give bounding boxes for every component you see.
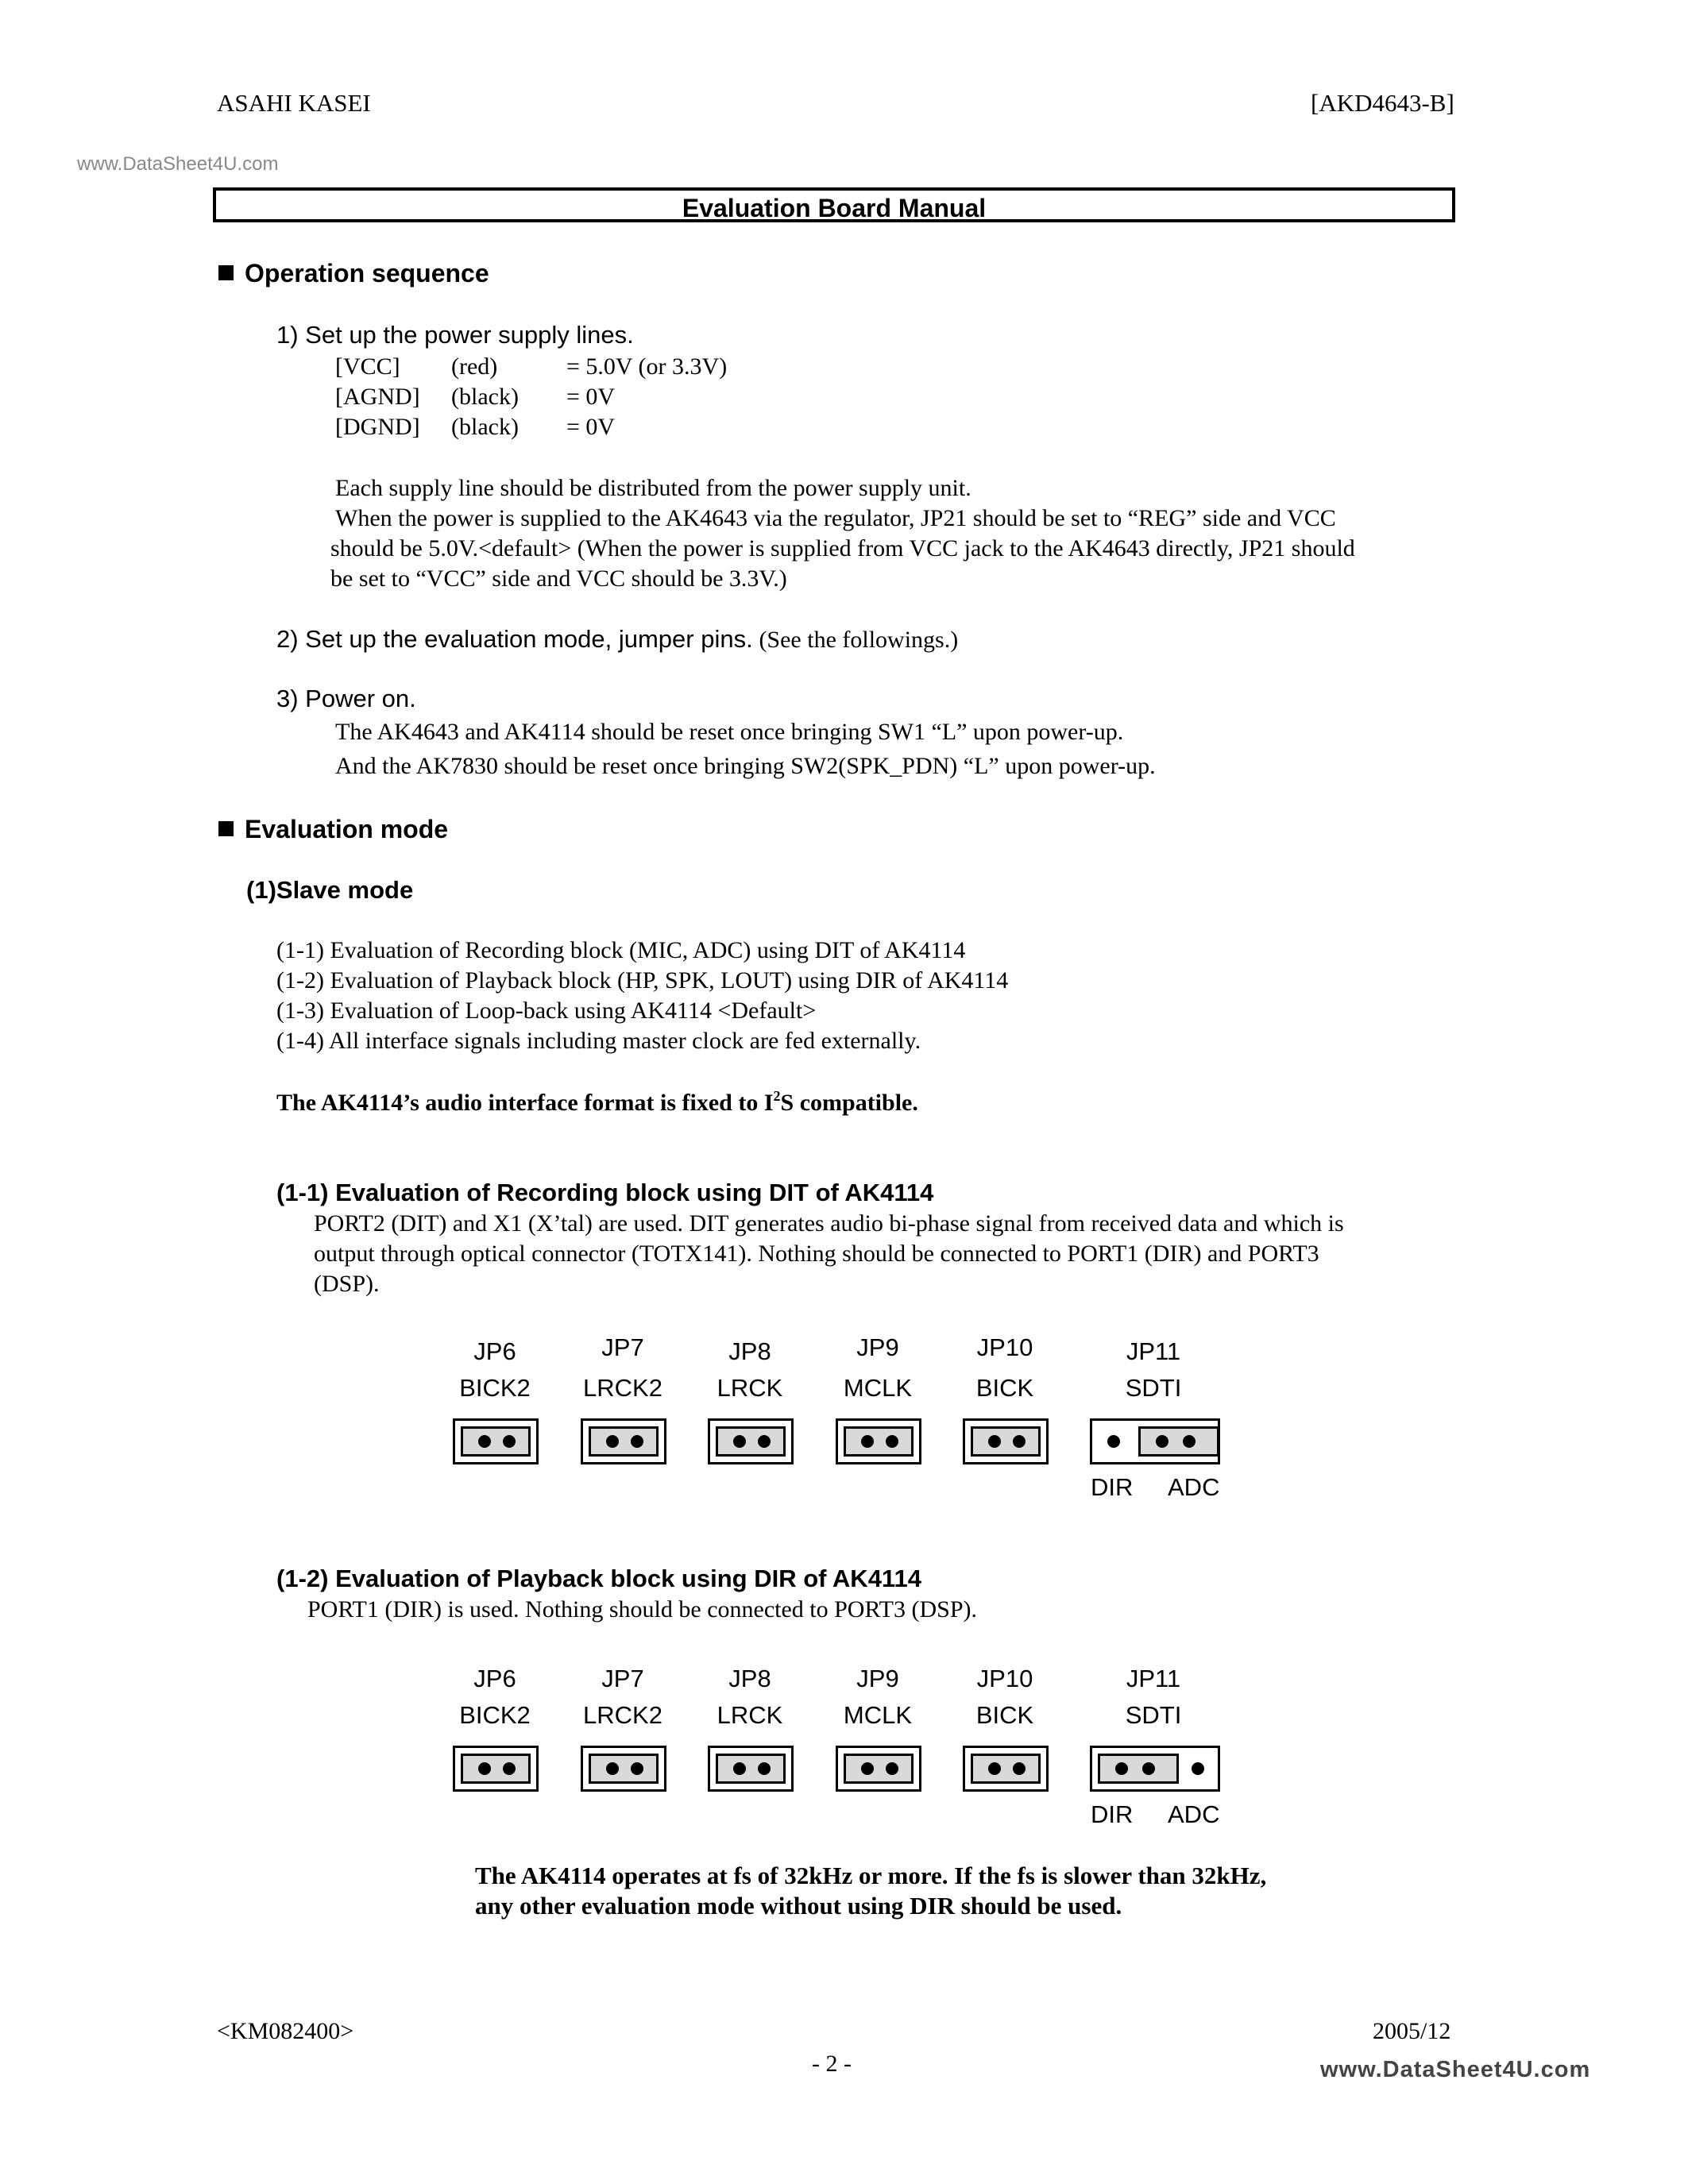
jumper-signal: MCLK bbox=[843, 1374, 913, 1402]
jumper-id: JP11 bbox=[1126, 1337, 1181, 1365]
jumper-jp7 bbox=[581, 1746, 666, 1792]
pin-icon bbox=[478, 1762, 491, 1775]
pin-icon bbox=[1183, 1435, 1196, 1448]
section-1-1-line-2: (DSP). bbox=[314, 1271, 380, 1297]
slave-mode-heading: (1)Slave mode bbox=[246, 876, 414, 904]
jumper-id: JP7 bbox=[601, 1333, 644, 1361]
note-pre: The AK4114’s audio interface format is fixed to I bbox=[276, 1090, 774, 1116]
supply-para-0: Each supply line should be distributed from the power supply unit. bbox=[335, 475, 971, 501]
jumper-jp6 bbox=[453, 1746, 539, 1792]
model-number: [AKD4643-B] bbox=[1311, 89, 1454, 117]
section-1-2-heading: (1-2) Evaluation of Playback block using DIR of AK4114 bbox=[276, 1565, 921, 1592]
section-1-1-heading: (1-1) Evaluation of Recording block using DIT of AK4114 bbox=[276, 1179, 934, 1206]
pin-icon bbox=[503, 1762, 516, 1775]
jumper-signal: BICK bbox=[975, 1701, 1034, 1729]
pin-icon bbox=[733, 1762, 746, 1775]
jp11-dir-label: DIR bbox=[1091, 1473, 1134, 1501]
supply-name-0: [VCC] bbox=[335, 353, 400, 380]
watermark-bottom[interactable]: www.DataSheet4U.com bbox=[1320, 2057, 1591, 2082]
pin-icon bbox=[1115, 1762, 1128, 1775]
page-title: Evaluation Board Manual bbox=[682, 194, 987, 222]
jumper-jp9 bbox=[836, 1418, 921, 1464]
page-number: - 2 - bbox=[812, 2051, 852, 2077]
jumper-jp9 bbox=[836, 1746, 921, 1792]
supply-color-2: (black) bbox=[451, 414, 519, 440]
jumper-signal: SDTI bbox=[1125, 1701, 1182, 1729]
section-1-2-line-0: PORT1 (DIR) is used. Nothing should be connected to PORT3 (DSP). bbox=[307, 1596, 978, 1623]
pin-icon bbox=[631, 1435, 643, 1448]
supply-para-1: When the power is supplied to the AK4643 via the regulator, JP21 should be set to “REG” side and VCC bbox=[335, 505, 1336, 531]
step-3-line-0: The AK4643 and AK4114 should be reset once bringing SW1 “L” upon power-up. bbox=[335, 719, 1124, 745]
mode-item-2: (1-3) Evaluation of Loop-back using AK4114 <Default> bbox=[276, 997, 817, 1024]
title-box bbox=[213, 187, 1455, 222]
pin-icon bbox=[1192, 1762, 1204, 1775]
jumper-id: JP9 bbox=[856, 1333, 899, 1361]
fs-warning-line-0: The AK4114 operates at fs of 32kHz or more. If the fs is slower than 32kHz, bbox=[475, 1862, 1267, 1889]
supply-name-2: [DGND] bbox=[335, 414, 420, 440]
evaluation-heading-text: Evaluation mode bbox=[245, 815, 449, 843]
jumper-signal: BICK2 bbox=[459, 1374, 531, 1402]
pin-icon bbox=[988, 1435, 1001, 1448]
jumper-jp11-adc bbox=[1090, 1418, 1220, 1464]
jumper-id: JP6 bbox=[473, 1337, 516, 1365]
jumper-signal: BICK2 bbox=[459, 1701, 531, 1729]
jp11-adc-label: ADC bbox=[1168, 1473, 1220, 1501]
evaluation-heading bbox=[218, 815, 448, 844]
doc-code: <KM082400> bbox=[217, 2018, 354, 2044]
step-2 bbox=[276, 625, 958, 654]
step-2-text: 2) Set up the evaluation mode, jumper pins. bbox=[276, 625, 753, 653]
step-1: 1) Set up the power supply lines. bbox=[276, 321, 634, 349]
jumper-id: JP8 bbox=[728, 1337, 771, 1365]
jumper-jp6 bbox=[453, 1418, 539, 1464]
pin-icon bbox=[758, 1435, 771, 1448]
interface-format-note bbox=[276, 1088, 918, 1117]
jumper-signal: LRCK bbox=[717, 1701, 783, 1729]
pin-icon bbox=[733, 1435, 746, 1448]
jumper-jp10 bbox=[963, 1746, 1049, 1792]
step-3: 3) Power on. bbox=[276, 685, 416, 712]
pin-icon bbox=[886, 1435, 898, 1448]
pin-icon bbox=[758, 1762, 771, 1775]
pin-icon bbox=[1156, 1435, 1168, 1448]
supply-value-0: = 5.0V (or 3.3V) bbox=[566, 353, 728, 380]
step-2-note: (See the followings.) bbox=[759, 627, 959, 653]
jumper-signal: BICK bbox=[975, 1374, 1034, 1402]
supply-color-1: (black) bbox=[451, 384, 519, 410]
jumper-id: JP10 bbox=[976, 1665, 1033, 1692]
supply-para-2: should be 5.0V.<default> (When the power is supplied from VCC jack to the AK4643 directly, JP21 should bbox=[330, 535, 1355, 561]
supply-para-3: be set to “VCC” side and VCC should be 3.3V.) bbox=[330, 565, 787, 592]
supply-color-0: (red) bbox=[451, 353, 498, 380]
jumper-jp8 bbox=[708, 1418, 794, 1464]
pin-icon bbox=[606, 1762, 619, 1775]
pin-icon bbox=[886, 1762, 898, 1775]
operation-heading bbox=[218, 259, 489, 288]
jp11-dir-label: DIR bbox=[1091, 1800, 1134, 1828]
pin-icon bbox=[503, 1435, 516, 1448]
pin-icon bbox=[1107, 1435, 1120, 1448]
pin-icon bbox=[1013, 1435, 1026, 1448]
pin-icon bbox=[1142, 1762, 1155, 1775]
note-superscript: 2 bbox=[773, 1088, 781, 1104]
fs-warning-line-1: any other evaluation mode without using DIR should be used. bbox=[475, 1892, 1122, 1920]
pin-icon bbox=[631, 1762, 643, 1775]
operation-heading-text: Operation sequence bbox=[245, 259, 489, 287]
mode-item-3: (1-4) All interface signals including master clock are fed externally. bbox=[276, 1028, 921, 1054]
section-1-1-line-0: PORT2 (DIT) and X1 (X’tal) are used. DIT generates audio bi-phase signal from received data and which is bbox=[314, 1210, 1344, 1237]
pin-icon bbox=[606, 1435, 619, 1448]
jumper-signal: LRCK2 bbox=[583, 1701, 662, 1729]
jumper-signal: LRCK2 bbox=[583, 1374, 662, 1402]
supply-value-2: = 0V bbox=[566, 414, 616, 440]
jumper-signal: MCLK bbox=[843, 1701, 913, 1729]
mode-item-1: (1-2) Evaluation of Playback block (HP, SPK, LOUT) using DIR of AK4114 bbox=[276, 967, 1009, 994]
jumper-jp10 bbox=[963, 1418, 1049, 1464]
jumper-id: JP11 bbox=[1126, 1665, 1181, 1692]
watermark-top[interactable]: www.DataSheet4U.com bbox=[77, 153, 279, 175]
square-bullet-icon bbox=[218, 265, 234, 280]
step-3-line-1: And the AK7830 should be reset once bringing SW2(SPK_PDN) “L” upon power-up. bbox=[335, 753, 1156, 779]
supply-name-1: [AGND] bbox=[335, 384, 420, 410]
jumper-jp7 bbox=[581, 1418, 666, 1464]
jumper-signal: SDTI bbox=[1125, 1374, 1182, 1402]
pin-icon bbox=[478, 1435, 491, 1448]
jumper-jp8 bbox=[708, 1746, 794, 1792]
pin-icon bbox=[861, 1435, 874, 1448]
section-1-1-line-1: output through optical connector (TOTX141). Nothing should be connected to PORT1 (DIR) and PORT3 bbox=[314, 1241, 1319, 1267]
mode-item-0: (1-1) Evaluation of Recording block (MIC, ADC) using DIT of AK4114 bbox=[276, 937, 966, 963]
doc-date: 2005/12 bbox=[1373, 2018, 1451, 2044]
note-post: S compatible. bbox=[780, 1090, 918, 1116]
jumper-id: JP10 bbox=[976, 1333, 1033, 1361]
supply-value-1: = 0V bbox=[566, 384, 616, 410]
pin-icon bbox=[1013, 1762, 1026, 1775]
company-name: ASAHI KASEI bbox=[217, 89, 371, 117]
jumper-signal: LRCK bbox=[717, 1374, 783, 1402]
square-bullet-icon bbox=[218, 821, 234, 836]
jp11-adc-label: ADC bbox=[1168, 1800, 1220, 1828]
jumper-id: JP9 bbox=[856, 1665, 899, 1692]
jumper-id: JP7 bbox=[601, 1665, 644, 1692]
jumper-id: JP8 bbox=[728, 1665, 771, 1692]
pin-icon bbox=[988, 1762, 1001, 1775]
jumper-jp11-dir bbox=[1090, 1746, 1220, 1792]
pin-icon bbox=[861, 1762, 874, 1775]
jumper-id: JP6 bbox=[473, 1665, 516, 1692]
